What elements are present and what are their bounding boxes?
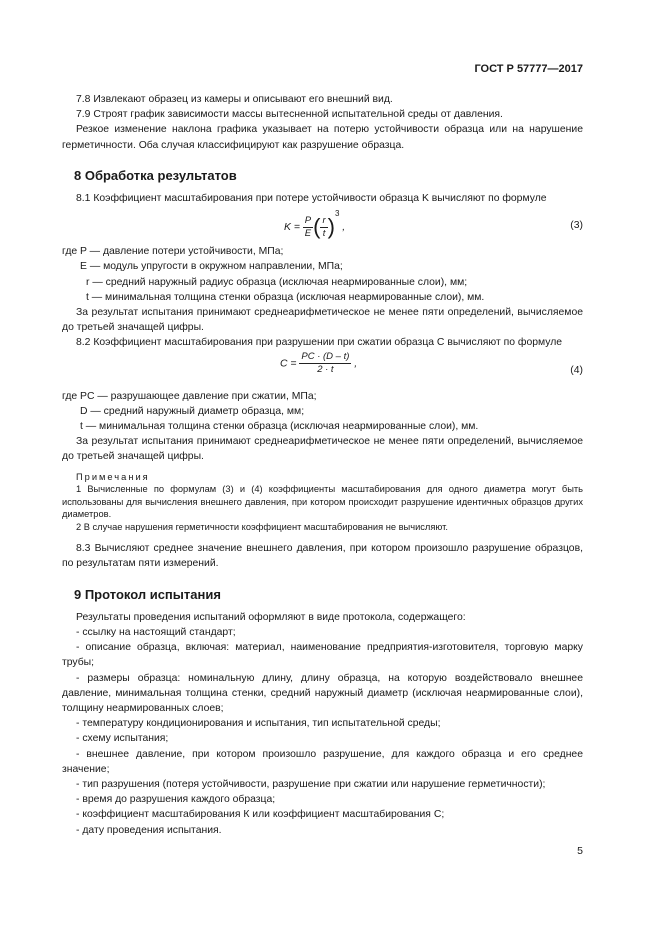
notes-block [62,471,583,534]
formula-4-where-1: где PC — разрушающее давление при сжатии, МПа; [62,390,317,402]
formula-3: K = $\frac{P}{E}$ ( $\frac{r}{t}$ )$^3$ , (3) [284,209,583,240]
formula-4-where-3: t — минимальная толщина стенки образца (исключая неармированные слои), мм. [80,421,479,433]
formula-3-number: (3) [570,220,583,232]
clause-8-3: 8.3 Вычисляют среднее значение внешнего давления, при котором произошло разрушение образцов, по результатам пяти измерений. [62,543,583,570]
clause-7-9-note: Резкое изменение наклона графика указывает на потерю устойчивости образца или на нарушение герметичности. Оба случая классифицируют как разрушение образца. [62,124,583,151]
protocol-item: - описание образца, включая: материал, наименование предприятия-изготовителя, торговую марку трубы; [62,642,583,669]
section-8-title: 8 Обработка результатов [74,167,237,183]
protocol-item: - коэффициент масштабирования К или коэффициент масштабирования С; [76,809,445,821]
section-9-title: 9 Протокол испытания [74,586,221,602]
protocol-item: - тип разрушения (потеря устойчивости, разрушение при сжатии или нарушение герметичности); [76,779,546,790]
protocol-item: - внешнее давление, при котором произошло разрушение, для каждого образца и его среднее значение; [62,748,583,775]
standard-header: ГОСТ Р 57777—2017 [474,63,583,75]
protocol-item: - ссылку на настоящий стандарт; [76,626,236,638]
protocol-item: - размеры образца: номинальную длину, длину образца, на которую воздействовало внешнее давление, минимальная толщина стенки, средний наружный диаметр (исключая неармированные слои), толщину неармированных слоев; [62,672,583,714]
protocol-item: - схему испытания; [76,733,169,745]
page-number: 5 [577,845,583,857]
formula-4: C = $\frac{PC \cdot (D - t)}{2 \cdot t}$ , (4) [62,351,583,389]
clause-7-8: 7.8 Извлекают образец из камеры и описывают его внешний вид. [76,94,393,105]
protocol-item: - температуру кондиционирования и испытания, тип испытательной среды; [76,718,441,730]
protocol-intro: Результаты проведения испытаний оформляют в виде протокола, содержащего: [76,611,466,623]
protocol-item: - время до разрушения каждого образца; [76,794,276,806]
formula-3-where-1: где P — давление потери устойчивости, МПа; [62,246,284,258]
note-2: 2 В случае нарушения герметичности коэффициент масштабирования не вычисляют. [76,521,448,532]
protocol-item: - дату проведения испытания. [76,824,222,836]
formula-3-fraction-1: $\frac{P}{E}$ [304,214,312,239]
formula-4-lhs: C = [280,357,297,369]
formula-3-exponent: 3 [334,209,340,219]
formula-3-where-3: r — средний наружный радиус образца (исключая неармированные слои), мм; [86,276,468,288]
formula-3-fraction-2: $\frac{r}{t}$ [322,214,326,239]
formula-3-where-4: t — минимальная толщина стенки образца (исключая неармированные слои), мм. [86,291,485,303]
clause-8-2: 8.2 Коэффициент масштабирования при разрушении при сжатии образца C вычисляют по формуле [76,337,563,349]
clause-8-2-result: За результат испытания принимают среднеарифметическое не менее пяти определений, вычисляемое до третьей значащей цифры. [62,436,583,463]
formula-3-lhs: K = [284,222,300,234]
formula-3-where-2: E — модуль упругости в окружном направлении, МПа; [80,261,343,273]
notes-title: Примечания [76,471,150,482]
note-1: 1 Вычисленные по формулам (3) и (4) коэффициенты масштабирования для одного диаметра могут быть использованы для вычисления внешнего давления, при котором происходит разрушение идентичных образцов других диаметров. [62,484,583,520]
formula-4-fraction: $\frac{PC \cdot (D - t)}{2 \cdot t}$ [301,350,350,375]
page-body [62,92,583,838]
formula-4-where-2: D — средний наружный диаметр образца, мм; [80,405,305,417]
clause-8-1: 8.1 Коэффициент масштабирования при потере устойчивости образца K вычисляют по формуле [76,193,547,205]
clause-7-9: 7.9 Строят график зависимости массы вытесненной испытательной среды от давления. [76,109,503,121]
clause-8-1-result: За результат испытания принимают среднеарифметическое не менее пяти определений, вычисляемое до третьей значащей цифры. [62,307,583,334]
formula-4-number: (4) [570,364,583,376]
